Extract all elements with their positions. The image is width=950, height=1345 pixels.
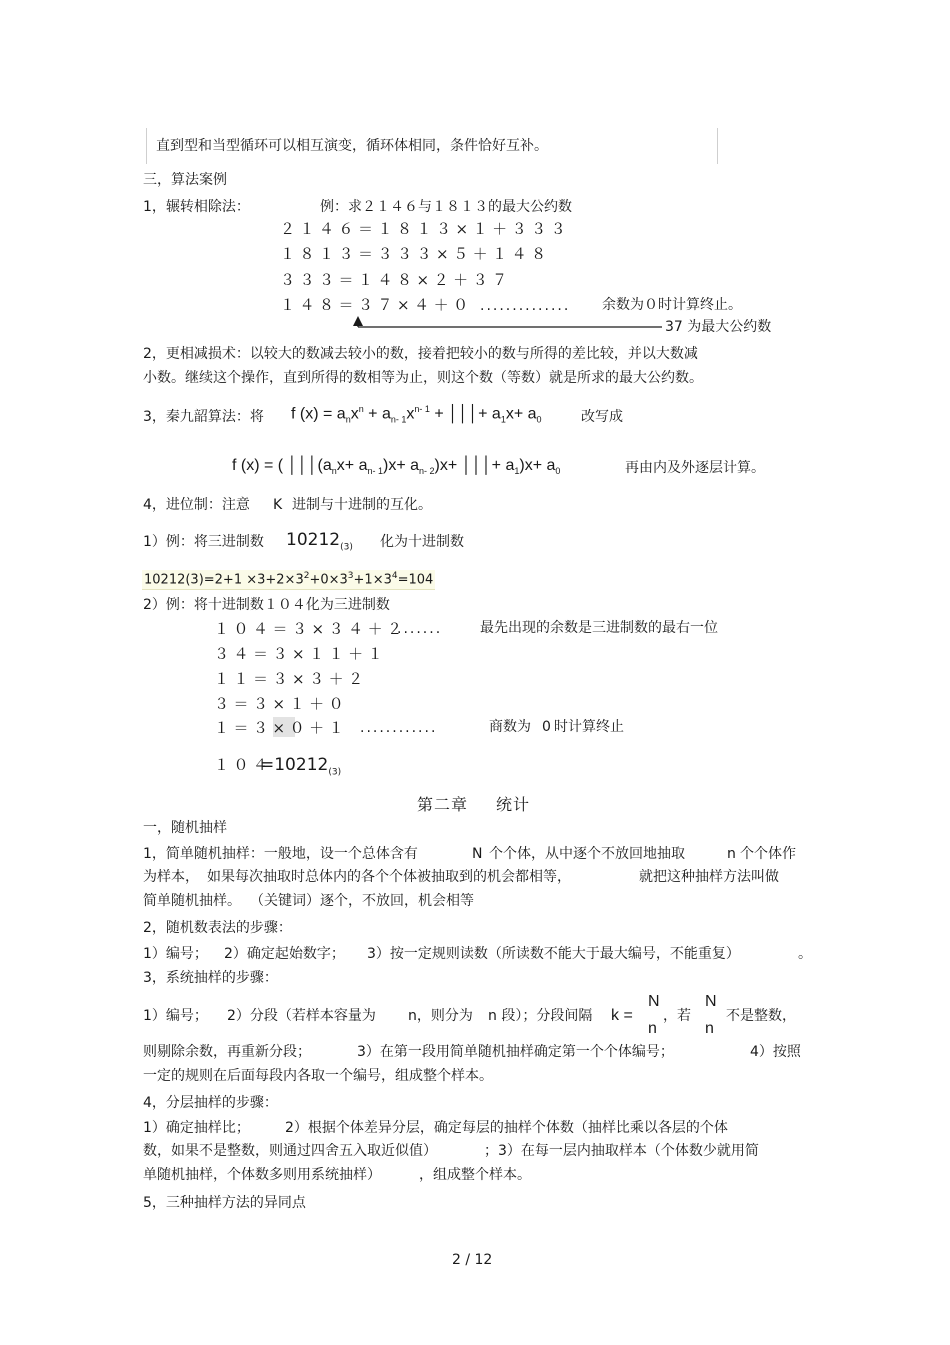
subtraction-line-2: 小数。继续这个操作，直到所得的数相等为止，则这个数（等数）就是所求的最大公约数。: [143, 370, 703, 386]
sys-comma: ，若: [663, 1008, 691, 1024]
euclid-dots: ..............: [480, 298, 571, 314]
chapter-title: 第二章: [417, 795, 469, 814]
result-lhs: １０４: [214, 756, 273, 774]
sys-step-n: n，则分为: [408, 1008, 473, 1024]
simple-line-2c: 就把这种抽样方法叫做: [639, 869, 779, 885]
sys-k: k =: [611, 1007, 633, 1024]
strat-line-2b: ；3）在每一层内抽取样本（个体数少就用简: [484, 1143, 759, 1159]
div-step: ３＝３×１＋０: [214, 695, 349, 713]
base-example-1-answer: $10212(3)=2+1 \times 3+2\times 3^2+0\times 3^3+1\times 3^4=104$: [142, 570, 435, 590]
euclid-example: 例：求２１４６与１８１３的最大公约数: [320, 199, 572, 215]
sys-line-2a: 则剔除余数，再重新分段；: [143, 1044, 311, 1060]
frame-right-border: [717, 128, 718, 164]
table-step-b: 2）确定起始数字；: [224, 946, 345, 962]
random-heading: 一，随机抽样: [143, 820, 227, 836]
sys-heading: 3，系统抽样的步骤：: [143, 970, 278, 986]
sys-line-2b: 3）在第一段用简单随机抽样确定第一个个体编号；: [357, 1044, 674, 1060]
compare-heading: 5，三种抽样方法的异同点: [143, 1195, 306, 1211]
euclid-step: ２１４６＝１８１３×１＋３３３: [280, 220, 571, 238]
sys-step-b: 2）分段（若样本容量为: [227, 1008, 376, 1024]
base-example-1b: 化为十进制数: [380, 534, 464, 550]
div-dots-2: ............: [360, 720, 438, 736]
gcd-arrow: [350, 314, 670, 334]
sys-fraction2-N: N: [705, 993, 717, 1010]
euclid-label: 1，辗转相除法：: [143, 199, 250, 215]
base-example-1a: 1）例：将三进制数: [143, 534, 264, 550]
base-example-1-number: $10212_{(3)}$: [286, 530, 353, 553]
simple-line-3b: （关键词）逐个，不放回，机会相等: [250, 893, 474, 909]
euclid-step: １４８＝３７×４＋０: [280, 296, 473, 314]
base-heading-k: K: [273, 497, 283, 513]
simple-line-1a: 1，简单随机抽样：一般地，设一个总体含有: [143, 846, 418, 862]
section-heading: 三，算法案例: [143, 172, 227, 188]
simple-line-1N: N: [472, 846, 483, 862]
div-dots-1: .......: [397, 621, 443, 637]
sys-line-2c: 4）按照: [750, 1044, 801, 1060]
div-step: ３４＝３×１１＋１: [214, 645, 388, 663]
table-step-d: 。: [798, 946, 812, 962]
sys-step-c: n 段）；分段间隔: [488, 1008, 593, 1024]
gcd-note: 37 为最大公约数: [665, 319, 772, 335]
strat-line-3a: 单随机抽样，个体数多则用系统抽样）: [143, 1167, 381, 1183]
table-step-a: 1）编号；: [143, 946, 208, 962]
div-step: １１＝３×３＋２: [214, 670, 368, 688]
base-heading-a: 4，进位制：注意: [143, 497, 250, 513]
sys-step-a: 1）编号；: [143, 1008, 208, 1024]
div-step: １＝３×０＋１: [214, 719, 349, 737]
base-heading-b: 进制与十进制的互化。: [292, 497, 432, 513]
frame-left-border: [146, 128, 147, 164]
div-note-2a: 商数为: [489, 719, 531, 735]
qin-formula-1: f $(x) = a_nx^n + a_{n- 1}x^{n- 1}$ + │││+ $a_1x+ a_0$: [291, 404, 542, 425]
sys-fraction-N: N: [648, 993, 660, 1010]
simple-line-1n: n: [727, 846, 736, 862]
simple-line-2b: 如果每次抽取时总体内的各个个体被抽取到的机会都相等，: [207, 869, 571, 885]
simple-line-2a: 为样本，: [143, 869, 199, 885]
strat-line-3b: ，组成整个样本。: [419, 1167, 531, 1183]
result-rhs: $=10212_{(3)}$: [260, 755, 342, 778]
qin-formula-2: f (x) = ( $│││(a_nx+ a_{n- 1})x+ a_{n- 2})x+$ │││+ $a_1)x+ a_0$: [232, 457, 561, 477]
table-heading: 2，随机数表法的步骤：: [143, 920, 292, 936]
euclid-remark: 余数为０时计算终止。: [602, 297, 742, 313]
div-step: １０４＝３×３４＋２: [214, 620, 407, 638]
qin-label: 3，秦九韶算法：将: [143, 409, 264, 425]
strat-line-2a: 数，如果不是整数，则通过四舍五入取近似值）: [143, 1143, 437, 1159]
sys-fraction-n: n: [648, 1020, 657, 1037]
sys-line-3: 一定的规则在后面每段内各取一个编号，组成整个样本。: [143, 1068, 493, 1084]
sys-step-d: 不是整数，: [726, 1008, 796, 1024]
simple-line-1b: 个个体，从中逐个不放回地抽取: [489, 846, 685, 862]
strat-line-1a: 1）确定抽样比；: [143, 1120, 250, 1136]
base-example-2: 2）例：将十进制数１０４化为三进制数: [143, 597, 390, 613]
simple-line-1c: 个个体作: [740, 846, 796, 862]
euclid-step: １８１３＝３３３×５＋１４８: [280, 245, 551, 263]
intro-line: 直到型和当型循环可以相互演变，循环体相同，条件恰好互补。: [156, 138, 548, 154]
strat-line-1b: 2）根据个体差异分层，确定每层的抽样个体数（抽样比乘以各层的个体: [285, 1120, 728, 1136]
euclid-step: ３３３＝１４８×２＋３７: [280, 271, 512, 289]
page-number: 2 / 12: [452, 1252, 493, 1268]
div-note-2b: 时计算终止: [554, 719, 624, 735]
strat-heading: 4，分层抽样的步骤：: [143, 1095, 278, 1111]
chapter-name: 统计: [496, 795, 531, 814]
sys-fraction2-n: n: [705, 1020, 714, 1037]
qin-rewrite: 改写成: [581, 409, 623, 425]
table-step-c: 3）按一定规则读数（所读数不能大于最大编号，不能重复）: [367, 946, 740, 962]
div-note-1: 最先出现的余数是三进制数的最右一位: [480, 620, 718, 636]
simple-line-3a: 简单随机抽样。: [143, 893, 241, 909]
div-note-2-zero: 0: [542, 719, 551, 735]
qin-note: 再由内及外逐层计算。: [625, 460, 765, 476]
subtraction-line-1: 2，更相减损术：以较大的数减去较小的数，接着把较小的数与所得的差比较，并以大数减: [143, 346, 698, 362]
